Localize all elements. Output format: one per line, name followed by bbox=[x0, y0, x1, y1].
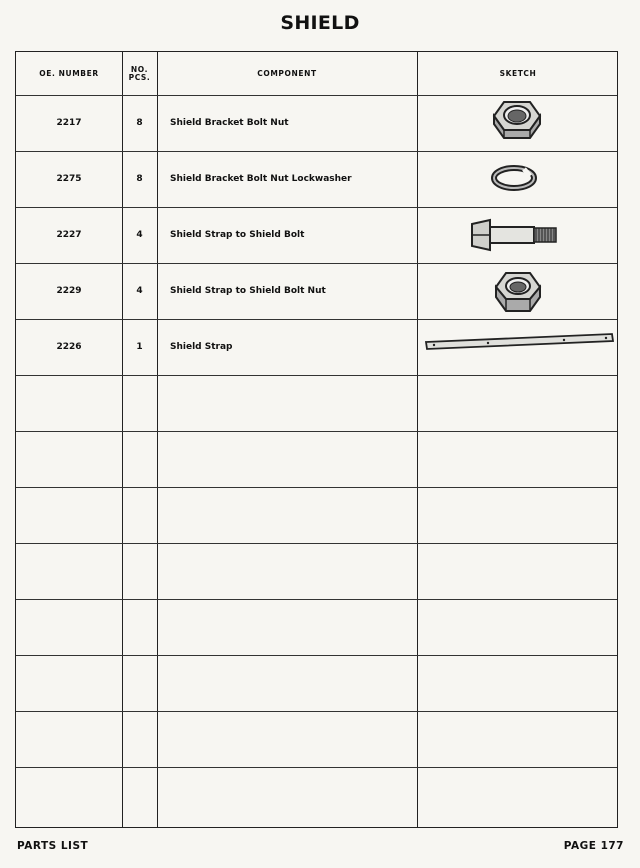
parts-table bbox=[15, 51, 618, 828]
component-cell: Shield Bracket Bolt Nut Lockwasher bbox=[170, 174, 352, 184]
header-oe-number: OE. NUMBER bbox=[39, 68, 99, 78]
pcs-cell: 1 bbox=[136, 342, 143, 352]
oe-number-cell: 2227 bbox=[56, 230, 82, 240]
oe-number-cell: 2217 bbox=[56, 118, 82, 128]
oe-number-cell: 2226 bbox=[56, 342, 82, 352]
header-component: COMPONENT bbox=[257, 68, 317, 78]
row-divider bbox=[16, 431, 617, 432]
lockwasher-icon bbox=[490, 164, 540, 194]
row-divider bbox=[16, 767, 617, 768]
header-no-pcs-line1: NO. bbox=[130, 64, 149, 74]
pcs-cell: 8 bbox=[136, 118, 143, 128]
oe-number-cell: 2275 bbox=[56, 174, 82, 184]
row-divider bbox=[16, 655, 617, 656]
row-divider bbox=[16, 711, 617, 712]
row-divider bbox=[16, 599, 617, 600]
pcs-cell: 8 bbox=[136, 174, 143, 184]
row-divider bbox=[16, 543, 617, 544]
pcs-cell: 4 bbox=[136, 230, 143, 240]
header-no-pcs bbox=[122, 52, 157, 95]
oe-number-cell: 2229 bbox=[56, 286, 82, 296]
component-cell: Shield Bracket Bolt Nut bbox=[170, 118, 289, 128]
hex-nut-icon bbox=[488, 96, 546, 142]
footer-parts-list: PARTS LIST bbox=[17, 840, 89, 852]
component-cell: Shield Strap bbox=[170, 342, 233, 352]
page-title: SHIELD bbox=[280, 12, 360, 34]
header-sketch: SKETCH bbox=[499, 68, 537, 78]
row-divider bbox=[16, 487, 617, 488]
row-divider bbox=[16, 375, 617, 376]
component-cell: Shield Strap to Shield Bolt Nut bbox=[170, 286, 326, 296]
strap-icon bbox=[424, 332, 616, 356]
footer-page-number: PAGE 177 bbox=[563, 840, 624, 852]
header-no-pcs-line2: PCS. bbox=[128, 72, 151, 82]
component-cell: Shield Strap to Shield Bolt bbox=[170, 230, 305, 240]
bolt-icon bbox=[468, 216, 560, 254]
pcs-cell: 4 bbox=[136, 286, 143, 296]
hex-nut-icon bbox=[490, 267, 546, 315]
